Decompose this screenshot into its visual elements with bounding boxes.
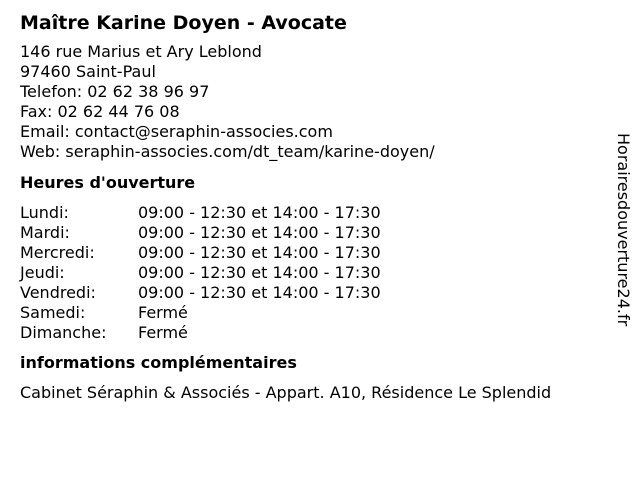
hours-day: Dimanche:: [20, 323, 107, 342]
hours-time: Fermé: [138, 303, 188, 322]
page-title: Maître Karine Doyen - Avocate: [20, 12, 347, 34]
hours-row: [20, 283, 610, 303]
hours-row: [20, 263, 610, 283]
email-address: Email: contact@seraphin-associes.com: [20, 122, 333, 141]
hours-time: 09:00 - 12:30 et 14:00 - 17:30: [138, 263, 381, 282]
hours-day: Jeudi:: [20, 263, 65, 282]
hours-time: 09:00 - 12:30 et 14:00 - 17:30: [138, 283, 381, 302]
site-brand-link[interactable]: Horairesdouverture24.fr: [614, 133, 633, 327]
address-city: 97460 Saint-Paul: [20, 62, 156, 81]
hours-row: [20, 323, 610, 343]
phone-number: Telefon: 02 62 38 96 97: [20, 82, 210, 101]
fax-number: Fax: 02 62 44 76 08: [20, 102, 180, 121]
hours-day: Vendredi:: [20, 283, 96, 302]
hours-row: [20, 203, 610, 223]
hours-row: [20, 223, 610, 243]
hours-time: 09:00 - 12:30 et 14:00 - 17:30: [138, 203, 381, 222]
website-url: Web: seraphin-associes.com/dt_team/karine-doyen/: [20, 142, 435, 161]
hours-row: [20, 243, 610, 263]
address-street: 146 rue Marius et Ary Leblond: [20, 42, 262, 61]
hours-time: 09:00 - 12:30 et 14:00 - 17:30: [138, 243, 381, 262]
hours-day: Samedi:: [20, 303, 86, 322]
hours-time: 09:00 - 12:30 et 14:00 - 17:30: [138, 223, 381, 242]
contact-block: [20, 42, 610, 162]
hours-row: [20, 303, 610, 323]
hours-day: Lundi:: [20, 203, 69, 222]
opening-hours-heading: Heures d'ouverture: [20, 173, 196, 192]
opening-hours-table: [20, 203, 610, 343]
business-card: [20, 10, 610, 403]
hours-day: Mardi:: [20, 223, 70, 242]
hours-time: Fermé: [138, 323, 188, 342]
additional-info-heading: informations complémentaires: [20, 353, 297, 372]
hours-day: Mercredi:: [20, 243, 95, 262]
additional-info-text: Cabinet Séraphin & Associés - Appart. A10, Résidence Le Splendid: [20, 383, 552, 402]
